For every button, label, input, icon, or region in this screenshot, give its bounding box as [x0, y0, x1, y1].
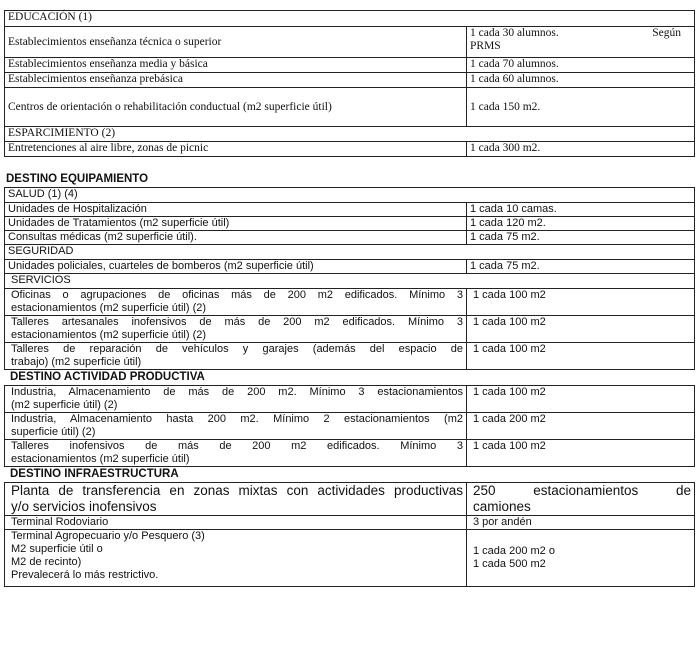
row-label: Entretenciones al aire libre, zonas de picnic	[5, 142, 467, 157]
row-label-line: Talleres inofensivos de más de 200 m2 edificados. Mínimo 3	[11, 440, 463, 452]
row-value: 1 cada 150 m2.	[467, 88, 695, 127]
table-row	[5, 142, 695, 157]
equipamiento-title: DESTINO EQUIPAMIENTO	[6, 173, 149, 185]
row-value: 1 cada 100 m2	[467, 316, 695, 343]
educacion-table	[4, 10, 695, 157]
table-row	[5, 413, 695, 440]
row-value: 1 cada 75 m2.	[467, 231, 695, 245]
row-label-line: Talleres artesanales inofensivos de más de 200 m2 edificados. Mínimo 3	[11, 316, 463, 328]
section-header-row	[5, 11, 695, 27]
table-row	[5, 440, 695, 467]
row-value: 1 cada 120 m2.	[467, 217, 695, 231]
educacion-header: EDUCACIÓN (1)	[5, 11, 695, 27]
table-row	[5, 289, 695, 316]
row-label-line: Industria, Almacenamiento de más de 200 m2. Mínimo 3 estacionamientos	[11, 386, 463, 398]
row-label: Establecimientos enseñanza técnica o superior	[5, 27, 467, 58]
row-value	[467, 27, 695, 58]
productiva-table	[4, 385, 695, 467]
row-value-line: 1 cada 200 m2 o	[473, 545, 555, 557]
row-value-line: 1 cada 500 m2	[473, 558, 546, 570]
table-row	[5, 530, 695, 587]
row-label	[5, 316, 467, 343]
row-value	[467, 530, 695, 587]
productiva-title: DESTINO ACTIVIDAD PRODUCTIVA	[10, 371, 205, 383]
table-row	[5, 386, 695, 413]
row-value: 1 cada 100 m2	[467, 289, 695, 316]
row-label-line: Oficinas o agrupaciones de oficinas más de 200 m2 edificados. Mínimo 3	[11, 289, 463, 301]
equipamiento-table	[4, 187, 695, 370]
table-row	[5, 73, 695, 88]
row-label-line: estacionamientos (m2 superficie útil) (2)	[11, 329, 207, 341]
row-value: 1 cada 70 alumnos.	[467, 58, 695, 73]
row-value: 1 cada 10 camas.	[467, 203, 695, 217]
row-label-line: Terminal Agropecuario y/o Pesquero (3)	[11, 530, 205, 542]
esparcimiento-header: ESPARCIMIENTO (2)	[5, 127, 695, 142]
row-value: 1 cada 300 m2.	[467, 142, 695, 157]
row-label-line: M2 superficie útil o	[11, 543, 103, 555]
row-label-line: Industria, Almacenamiento hasta 200 m2. Mínimo 2 estacionamientos (m2	[11, 413, 463, 425]
row-label-line: superficie útil) (2)	[11, 426, 96, 438]
row-label-line: estacionamientos (m2 superficie útil) (2)	[11, 302, 207, 314]
row-value	[467, 483, 695, 516]
section-header-row	[5, 188, 695, 203]
row-label	[5, 440, 467, 467]
table-row	[5, 217, 695, 231]
table-row	[5, 203, 695, 217]
row-label: Consultas médicas (m2 superficie útil).	[5, 231, 467, 245]
row-value-note: Según	[652, 27, 682, 39]
row-value-note-cont: PRMS	[470, 40, 501, 52]
row-value: 3 por andén	[467, 516, 695, 530]
table-row	[5, 231, 695, 245]
table-row	[5, 58, 695, 73]
salud-header: SALUD (1) (4)	[5, 188, 695, 203]
row-label	[5, 413, 467, 440]
row-label	[5, 483, 467, 516]
row-label-line: y/o servicios inofensivos	[11, 499, 157, 514]
row-label-line: Planta de transferencia en zonas mixtas con actividades productivas	[11, 483, 463, 498]
row-label-line: Prevalecerá lo más restrictivo.	[11, 569, 159, 581]
row-value: 1 cada 100 m2	[467, 386, 695, 413]
row-label	[5, 386, 467, 413]
row-label: Unidades policiales, cuarteles de bomberos (m2 superficie útil)	[5, 260, 467, 274]
row-label-line: M2 de recinto)	[11, 556, 82, 568]
row-value-text: 1 cada 30 alumnos.	[470, 27, 559, 39]
row-value: 1 cada 75 m2.	[467, 260, 695, 274]
row-label-line: estacionamientos (m2 superficie útil)	[11, 453, 190, 465]
parking-standards-document	[4, 10, 694, 587]
row-value-line: 250 estacionamientos de	[473, 483, 691, 498]
row-label	[5, 530, 467, 587]
row-label-line: trabajo) (m2 superficie útil)	[11, 356, 142, 368]
table-row	[5, 260, 695, 274]
row-label: Establecimientos enseñanza prebásica	[5, 73, 467, 88]
table-row	[5, 27, 695, 58]
seguridad-header: SEGURIDAD	[5, 245, 695, 260]
row-value: 1 cada 200 m2	[467, 413, 695, 440]
row-label-line: Talleres de reparación de vehículos y garajes (además del espacio de	[11, 343, 463, 355]
row-value: 1 cada 60 alumnos.	[467, 73, 695, 88]
section-header-row	[5, 274, 695, 289]
section-header-row	[5, 127, 695, 142]
row-label	[5, 343, 467, 370]
table-row	[5, 88, 695, 127]
row-value-line: camiones	[473, 499, 531, 514]
table-row	[5, 483, 695, 516]
table-row	[5, 516, 695, 530]
row-label	[5, 289, 467, 316]
infraestructura-title: DESTINO INFRAESTRUCTURA	[10, 468, 179, 480]
row-label: Unidades de Tratamientos (m2 superficie útil)	[5, 217, 467, 231]
row-value: 1 cada 100 m2	[467, 343, 695, 370]
row-label: Establecimientos enseñanza media y básica	[5, 58, 467, 73]
infraestructura-table	[4, 482, 695, 587]
row-label: Centros de orientación o rehabilitación conductual (m2 superficie útil)	[5, 88, 467, 127]
table-row	[5, 316, 695, 343]
section-header-row	[5, 245, 695, 260]
row-value: 1 cada 100 m2	[467, 440, 695, 467]
row-label-line: (m2 superficie útil) (2)	[11, 399, 118, 411]
servicios-header: SERVICIOS	[5, 274, 695, 289]
row-label: Unidades de Hospitalización	[5, 203, 467, 217]
table-row	[5, 343, 695, 370]
row-label: Terminal Rodoviario	[5, 516, 467, 530]
